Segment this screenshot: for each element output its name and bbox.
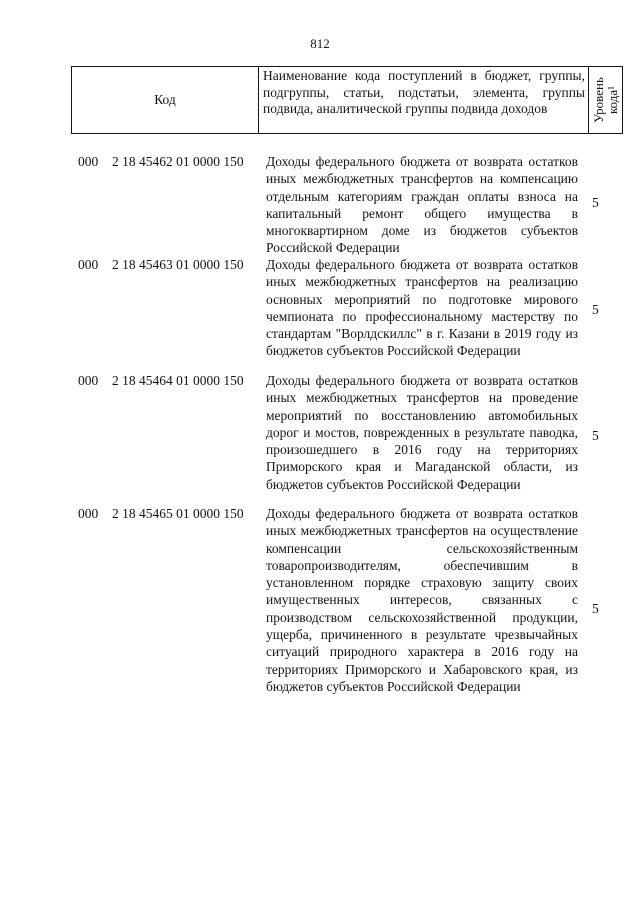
- income-description: Доходы федерального бюджета от возврата остатков иных межбюджетных трансфертов на осуществление компенсации сельскохозяйственным товаропроизводителям, обеспечившим в установленном порядке страховую защиту своих имущественных интересов, связанных с производством сельскохозяйственной продукции, ущерба, причиненного в результате чрезвычайных ситуаций природного характера в 2016 году на территориях Приморского и Хабаровского края, из бюджетов субъектов Российской Федерации: [266, 506, 578, 694]
- admin-code: 000: [78, 154, 99, 169]
- header-level-line2: кода¹: [604, 85, 620, 115]
- header-level-line1: Уровень: [590, 77, 606, 123]
- page-number: 812: [310, 36, 330, 51]
- income-code: 2 18 45465 01 0000 150: [112, 506, 244, 521]
- income-description: Доходы федерального бюджета от возврата остатков иных межбюджетных трансфертов на реализацию основных мероприятий по подготовке мирового чемпионата по профессиональному мастерству по стандартам "Ворлдскиллс" в г. Казани в 2019 году из бюджетов субъектов Российской Федерации: [266, 257, 578, 359]
- code-level: 5: [592, 601, 599, 616]
- header-name-column: Наименование кода поступлений в бюджет, группы, подгруппы, статьи, подстатьи, элемента, группы подвида, аналитической группы подвида доходов: [259, 67, 589, 134]
- income-code: 2 18 45463 01 0000 150: [112, 257, 244, 272]
- income-code: 2 18 45462 01 0000 150: [112, 154, 244, 169]
- header-level-column: [589, 67, 623, 134]
- admin-code: 000: [78, 257, 99, 272]
- table-header: [71, 66, 623, 134]
- code-level: 5: [592, 302, 599, 317]
- code-level: 5: [592, 195, 599, 210]
- admin-code: 000: [78, 506, 99, 521]
- code-level: 5: [592, 428, 599, 443]
- income-code: 2 18 45464 01 0000 150: [112, 373, 244, 388]
- header-code-column: Код: [72, 67, 259, 134]
- income-description: Доходы федерального бюджета от возврата остатков иных межбюджетных трансфертов на проведение мероприятий по восстановлению автомобильных дорог и мостов, поврежденных в результате паводка, произошедшего в 2016 году на территориях Приморского края и Магаданской области, из бюджетов субъектов Российской Федерации: [266, 373, 578, 492]
- income-description: Доходы федерального бюджета от возврата остатков иных межбюджетных трансфертов на компенсацию отдельным категориям граждан оплаты взноса на капитальный ремонт общего имущества в многоквартирном доме из бюджетов субъектов Российской Федерации: [266, 154, 578, 256]
- admin-code: 000: [78, 373, 99, 388]
